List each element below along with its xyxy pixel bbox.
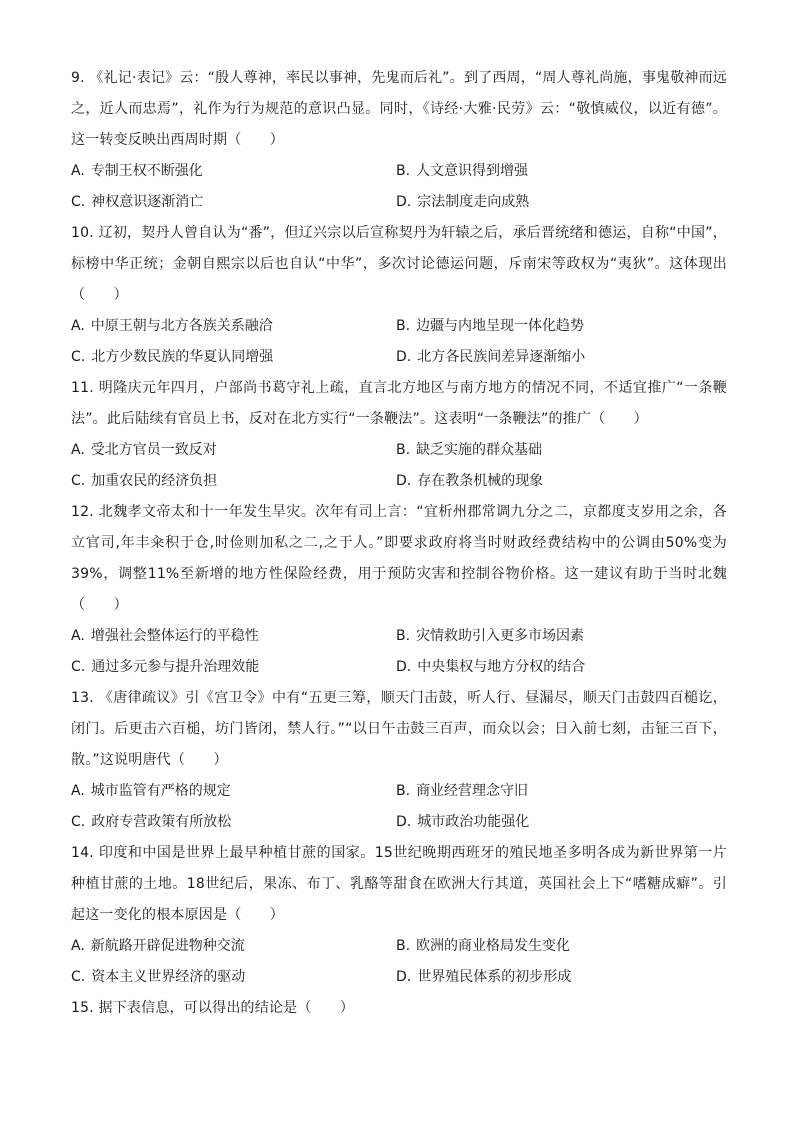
option-text: 受北方官员一致反对 — [90, 442, 217, 458]
option-letter: B. — [396, 163, 411, 179]
question-12 — [71, 497, 727, 683]
option-d — [396, 807, 727, 838]
option-letter: B. — [396, 318, 411, 334]
option-letter: C. — [71, 659, 86, 675]
option-text: 商业经营理念守旧 — [416, 783, 529, 799]
option-text: 城市监管有严格的规定 — [90, 783, 231, 799]
option-d — [396, 652, 727, 683]
option-b — [396, 776, 727, 807]
option-text: 资本主义世界经济的驱动 — [91, 969, 246, 985]
option-text: 世界殖民体系的初步形成 — [417, 969, 572, 985]
option-b — [396, 156, 727, 187]
option-c — [71, 342, 396, 373]
option-text: 北方各民族间差异逐渐缩小 — [417, 349, 586, 365]
option-letter: D. — [396, 814, 412, 830]
option-letter: A. — [71, 442, 85, 458]
options-grid — [71, 156, 727, 218]
option-text: 加重农民的经济负担 — [91, 473, 218, 489]
option-letter: A. — [71, 938, 85, 954]
option-text: 宗法制度走向成熟 — [417, 194, 530, 210]
option-text: 存在教条机械的现象 — [417, 473, 544, 489]
question-15 — [71, 993, 727, 1024]
question-stem: 13. 《唐律疏议》引《宫卫令》中有“五更三筹，顺天门击鼓，听人行、昼漏尽，顺天门击鼓四百槌讫，闭门。后更击六百槌，坊门皆闭，禁人行。”“以日午击鼓三百声，而众以会；日入前七刻，击钲三百下，散。”这说明唐代（ ） — [71, 690, 727, 768]
option-c — [71, 187, 396, 218]
question-9 — [71, 63, 727, 218]
option-letter: C. — [71, 194, 86, 210]
option-text: 政府专营政策有所放松 — [91, 814, 232, 830]
option-letter: B. — [396, 783, 411, 799]
option-text: 通过多元参与提升治理效能 — [91, 659, 260, 675]
option-text: 欧洲的商业格局发生变化 — [416, 938, 571, 954]
option-letter: C. — [71, 473, 86, 489]
question-stem: 15. 据下表信息，可以得出的结论是（ ） — [71, 1000, 355, 1016]
option-text: 中央集权与地方分权的结合 — [417, 659, 586, 675]
options-grid — [71, 776, 727, 838]
option-a — [71, 156, 396, 187]
option-c — [71, 466, 396, 497]
option-text: 专制王权不断强化 — [90, 163, 203, 179]
exam-page — [71, 63, 727, 1024]
question-13 — [71, 683, 727, 838]
option-letter: B. — [396, 442, 411, 458]
option-text: 增强社会整体运行的平稳性 — [90, 628, 259, 644]
question-14 — [71, 838, 727, 993]
option-d — [396, 342, 727, 373]
option-letter: A. — [71, 628, 85, 644]
option-c — [71, 807, 396, 838]
question-stem: 10. 辽初，契丹人曾自认为“番”，但辽兴宗以后宣称契丹为轩辕之后，承后晋统绪和德运，自称“中国”，标榜中华正统；金朝自熙宗以后也自认“中华”，多次讨论德运问题，斥南宋等政权为“夷狄”。这体现出（ ） — [71, 225, 727, 303]
options-grid — [71, 311, 727, 373]
option-b — [396, 621, 727, 652]
option-letter: B. — [396, 628, 411, 644]
option-text: 新航路开辟促进物种交流 — [90, 938, 245, 954]
option-letter: D. — [396, 969, 412, 985]
option-b — [396, 311, 727, 342]
option-letter: A. — [71, 163, 85, 179]
question-stem: 12. 北魏孝文帝太和十一年发生旱灾。次年有司上言：“宜析州郡常调九分之二，京都度支岁用之余，各立官司,年丰籴积于仓,时俭则加私之二,之于人。”即要求政府将当时财政经费结构中的公调由50%变为39%，调整11%至新增的地方性保险经费，用于预防灾害和控制谷物价格。这一建议有助于当时北魏（ ） — [71, 504, 727, 613]
option-letter: A. — [71, 783, 85, 799]
option-d — [396, 187, 727, 218]
options-grid — [71, 435, 727, 497]
options-grid — [71, 931, 727, 993]
question-10 — [71, 218, 727, 373]
option-text: 北方少数民族的华夏认同增强 — [91, 349, 274, 365]
option-c — [71, 962, 396, 993]
option-text: 灾情救助引入更多市场因素 — [416, 628, 585, 644]
option-letter: D. — [396, 349, 412, 365]
option-a — [71, 311, 396, 342]
option-letter: A. — [71, 318, 85, 334]
question-stem: 14. 印度和中国是世界上最早种植甘蔗的国家。15世纪晚期西班牙的殖民地圣多明各成为新世界第一片种植甘蔗的土地。18世纪后，果冻、布丁、乳酪等甜食在欧洲大行其道，英国社会上下“嗜糖成癖”。引起这一变化的根本原因是（ ） — [71, 845, 727, 923]
question-stem: 11. 明隆庆元年四月，户部尚书葛守礼上疏，直言北方地区与南方地方的情况不同，不适宜推广“一条鞭法”。此后陆续有官员上书，反对在北方实行“一条鞭法”。这表明“一条鞭法”的推广（ ） — [71, 380, 727, 427]
option-text: 城市政治功能强化 — [417, 814, 530, 830]
option-letter: C. — [71, 814, 86, 830]
option-letter: C. — [71, 969, 86, 985]
option-a — [71, 776, 396, 807]
option-text: 人文意识得到增强 — [416, 163, 529, 179]
question-stem: 9. 《礼记·表记》云：“殷人尊神，率民以事神，先鬼而后礼”。到了西周，“周人尊礼尚施，事鬼敬神而远之，近人而忠焉”，礼作为行为规范的意识凸显。同时，《诗经·大雅·民劳》云：“敬慎威仪，以近有德”。这一转变反映出西周时期（ ） — [71, 70, 728, 148]
option-a — [71, 931, 396, 962]
option-a — [71, 621, 396, 652]
options-grid — [71, 621, 727, 683]
option-c — [71, 652, 396, 683]
question-11 — [71, 373, 727, 497]
option-text: 边疆与内地呈现一体化趋势 — [416, 318, 585, 334]
option-letter: B. — [396, 938, 411, 954]
option-text: 中原王朝与北方各族关系融洽 — [90, 318, 273, 334]
option-letter: D. — [396, 194, 412, 210]
option-d — [396, 962, 727, 993]
option-text: 缺乏实施的群众基础 — [416, 442, 543, 458]
option-text: 神权意识逐渐消亡 — [91, 194, 204, 210]
option-letter: D. — [396, 659, 412, 675]
option-letter: D. — [396, 473, 412, 489]
option-b — [396, 435, 727, 466]
option-letter: C. — [71, 349, 86, 365]
option-a — [71, 435, 396, 466]
option-b — [396, 931, 727, 962]
option-d — [396, 466, 727, 497]
